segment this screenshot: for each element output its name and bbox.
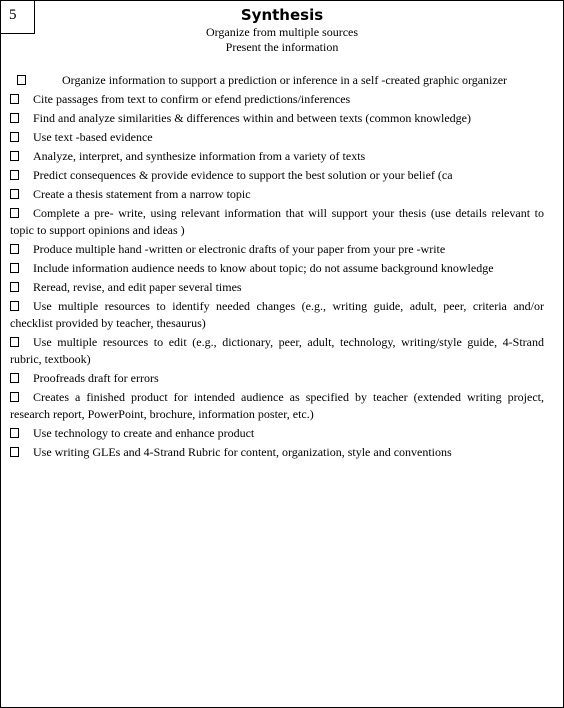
checkbox-icon[interactable] (10, 301, 19, 311)
checklist-item (10, 260, 544, 277)
checklist-item (10, 148, 544, 165)
item-text: Use technology to create and enhance product (33, 426, 255, 440)
checkbox-icon[interactable] (10, 337, 19, 347)
header (1, 5, 563, 55)
item-text: Find and analyze similarities & differences within and between texts (common knowledge) (33, 111, 471, 125)
section-number: 5 (0, 0, 35, 34)
item-text: Reread, revise, and edit paper several times (33, 280, 242, 294)
item-text: Include information audience needs to know about topic; do not assume background knowledge (33, 261, 494, 275)
item-text: Creates a finished product for intended audience as specified by teacher (extended writing project, research report, PowerPoint, brochure, information poster, etc.) (10, 390, 544, 421)
item-text: Produce multiple hand -written or electronic drafts of your paper from your pre -write (33, 242, 446, 256)
checkbox-icon[interactable] (10, 244, 19, 254)
checklist-item (10, 298, 544, 332)
checkbox-icon[interactable] (10, 263, 19, 273)
checkbox-icon[interactable] (10, 189, 19, 199)
checkbox-icon[interactable] (10, 170, 19, 180)
checklist-item (10, 425, 544, 442)
item-text: Proofreads draft for errors (33, 371, 159, 385)
checkbox-icon[interactable] (10, 282, 19, 292)
checkbox-icon[interactable] (17, 75, 26, 85)
item-text: Complete a pre- write, using relevant information that will support your thesis (use details relevant to topic to support opinions and ideas ) (10, 206, 544, 237)
checklist-item (10, 370, 544, 387)
checklist-item (10, 129, 544, 146)
checkbox-icon[interactable] (10, 428, 19, 438)
checkbox-icon[interactable] (10, 373, 19, 383)
checklist-item (10, 205, 544, 239)
checklist-item (10, 91, 544, 108)
item-text: Use multiple resources to edit (e.g., dictionary, peer, adult, technology, writing/style guide, 4-Strand rubric, textbook) (10, 335, 544, 366)
checklist (10, 72, 544, 463)
subtitle-line-2: Present the information (225, 40, 339, 54)
checkbox-icon[interactable] (10, 132, 19, 142)
page-title: Synthesis (240, 6, 324, 24)
checkbox-icon[interactable] (10, 94, 19, 104)
checkbox-icon[interactable] (10, 208, 19, 218)
item-text: Create a thesis statement from a narrow topic (33, 187, 251, 201)
checklist-item (10, 186, 544, 203)
item-text: Use text -based evidence (33, 130, 153, 144)
item-text: Analyze, interpret, and synthesize information from a variety of texts (33, 149, 366, 163)
item-text: Use writing GLEs and 4-Strand Rubric for content, organization, style and conventions (33, 445, 452, 459)
checkbox-icon[interactable] (10, 151, 19, 161)
checkbox-icon[interactable] (10, 113, 19, 123)
checklist-item (10, 110, 544, 127)
checkbox-icon[interactable] (10, 392, 19, 402)
subtitle-line-1: Organize from multiple sources (205, 25, 359, 39)
item-text: Cite passages from text to confirm or efend predictions/inferences (33, 92, 351, 106)
checklist-item (10, 279, 544, 296)
checklist-item (10, 444, 544, 461)
checklist-item (10, 72, 544, 89)
checkbox-icon[interactable] (10, 447, 19, 457)
checklist-item (10, 334, 544, 368)
checklist-item (10, 389, 544, 423)
checklist-item (10, 167, 544, 184)
item-text: Organize information to support a prediction or inference in a self -created graphic organizer (62, 73, 508, 87)
item-text: Predict consequences & provide evidence to support the best solution or your belief (ca (33, 168, 453, 182)
item-text: Use multiple resources to identify needed changes (e.g., writing guide, adult, peer, criteria and/or checklist provided by teacher, thesaurus) (10, 299, 544, 330)
checklist-item (10, 241, 544, 258)
